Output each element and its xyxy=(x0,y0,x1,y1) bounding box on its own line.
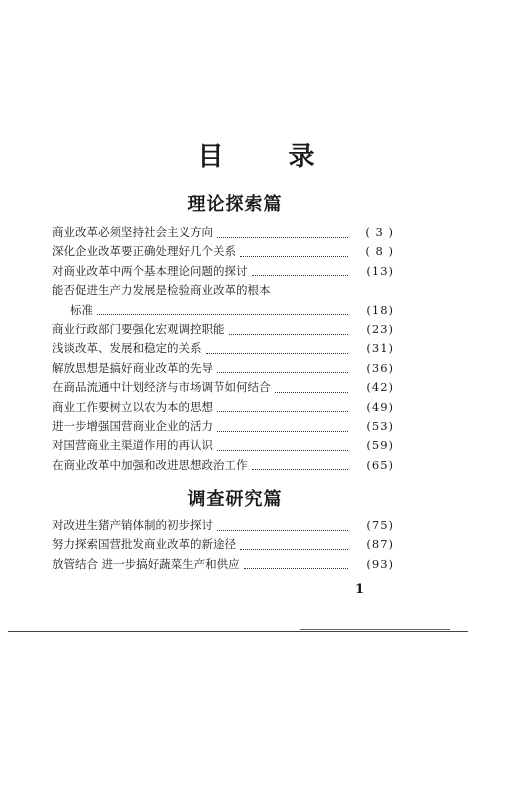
toc-entry[interactable] xyxy=(52,263,394,282)
toc-entry[interactable] xyxy=(52,340,394,359)
page-number: 1 xyxy=(355,582,365,597)
dot-leader xyxy=(217,371,348,373)
toc-entry-title: 商业改革必须坚持社会主义方向 xyxy=(52,225,213,239)
toc-entry[interactable] xyxy=(52,556,394,575)
toc-entry-page: (49) xyxy=(366,399,394,414)
toc-entry-page: (42) xyxy=(366,380,394,395)
toc-entry[interactable] xyxy=(52,379,394,398)
toc-entry-title: 进一步增强国营商业企业的活力 xyxy=(52,418,213,433)
toc-entry-title: 商业行政部门要强化宏观调控职能 xyxy=(52,321,225,336)
toc-entry[interactable] xyxy=(52,437,394,456)
toc-entry-page: (75) xyxy=(366,518,394,532)
dot-leader xyxy=(240,548,348,550)
section-heading-theory: 理论探索篇 xyxy=(187,194,283,215)
dot-leader xyxy=(240,255,348,257)
section-heading-research: 调查研究篇 xyxy=(187,489,283,510)
dot-leader xyxy=(244,567,348,569)
toc-entry[interactable] xyxy=(52,536,394,555)
toc-entry-title: 对商业改革中两个基本理论问题的探讨 xyxy=(52,263,248,278)
scan-edge-line xyxy=(300,629,450,630)
toc-entry-page: ( 3 ) xyxy=(365,225,394,239)
toc-entry-title: 能否促进生产力发展是检验商业改革的根本 xyxy=(52,283,271,298)
toc-entry-page: (31) xyxy=(366,341,394,356)
dot-leader xyxy=(275,391,349,393)
toc-entry[interactable] xyxy=(52,418,394,437)
dot-leader xyxy=(252,468,349,470)
toc-entry[interactable] xyxy=(52,243,394,262)
toc-entry-title: 对改进生猪产销体制的初步探讨 xyxy=(52,518,213,532)
toc-list-theory xyxy=(52,224,394,476)
toc-entry[interactable] xyxy=(52,517,394,536)
toc-entry[interactable] xyxy=(52,282,394,301)
dot-leader xyxy=(252,274,349,276)
toc-list-research xyxy=(52,517,394,575)
toc-entry[interactable] xyxy=(52,457,394,476)
toc-entry-page: (65) xyxy=(366,457,394,472)
toc-entry-title: 商业工作要树立以农为本的思想 xyxy=(52,399,213,414)
dot-leader xyxy=(217,430,348,432)
toc-entry-page: (87) xyxy=(366,537,394,552)
toc-entry[interactable] xyxy=(52,360,394,379)
toc-entry-title: 在商品流通中计划经济与市场调节如何结合 xyxy=(52,380,271,395)
toc-entry-continued[interactable] xyxy=(52,302,394,321)
dot-leader xyxy=(217,236,348,238)
toc-entry-title: 解放思想是搞好商业改革的先导 xyxy=(52,360,213,375)
toc-entry[interactable] xyxy=(52,321,394,340)
toc-entry-title: 对国营商业主渠道作用的再认识 xyxy=(52,438,213,453)
toc-entry-page: (23) xyxy=(366,321,394,336)
dot-leader xyxy=(229,333,349,335)
toc-entry-page: (93) xyxy=(366,556,394,571)
toc-entry-page: (13) xyxy=(366,263,394,278)
page-title: 目 录 xyxy=(197,142,343,172)
toc-entry-page: (59) xyxy=(366,438,394,453)
toc-entry-title: 在商业改革中加强和改进思想政治工作 xyxy=(52,457,248,472)
dot-leader xyxy=(97,313,348,315)
toc-entry-title: 标准 xyxy=(70,302,93,317)
toc-entry-title: 深化企业改革要正确处理好几个关系 xyxy=(52,244,236,259)
toc-entry-title: 放管结合 进一步搞好蔬菜生产和供应 xyxy=(52,556,240,571)
toc-entry-page: (18) xyxy=(366,302,394,317)
toc-entry-page: (36) xyxy=(366,360,394,375)
dot-leader xyxy=(217,410,348,412)
scan-edge-line xyxy=(8,631,468,632)
toc-entry-title: 浅谈改革、发展和稳定的关系 xyxy=(52,341,202,356)
toc-entry[interactable] xyxy=(52,224,394,243)
toc-entry-page: (53) xyxy=(366,418,394,433)
toc-entry[interactable] xyxy=(52,399,394,418)
toc-entry-title: 努力探索国营批发商业改革的新途径 xyxy=(52,537,236,552)
dot-leader xyxy=(217,449,348,451)
dot-leader xyxy=(206,352,349,354)
toc-entry-page: ( 8 ) xyxy=(365,244,394,259)
dot-leader xyxy=(217,529,348,531)
